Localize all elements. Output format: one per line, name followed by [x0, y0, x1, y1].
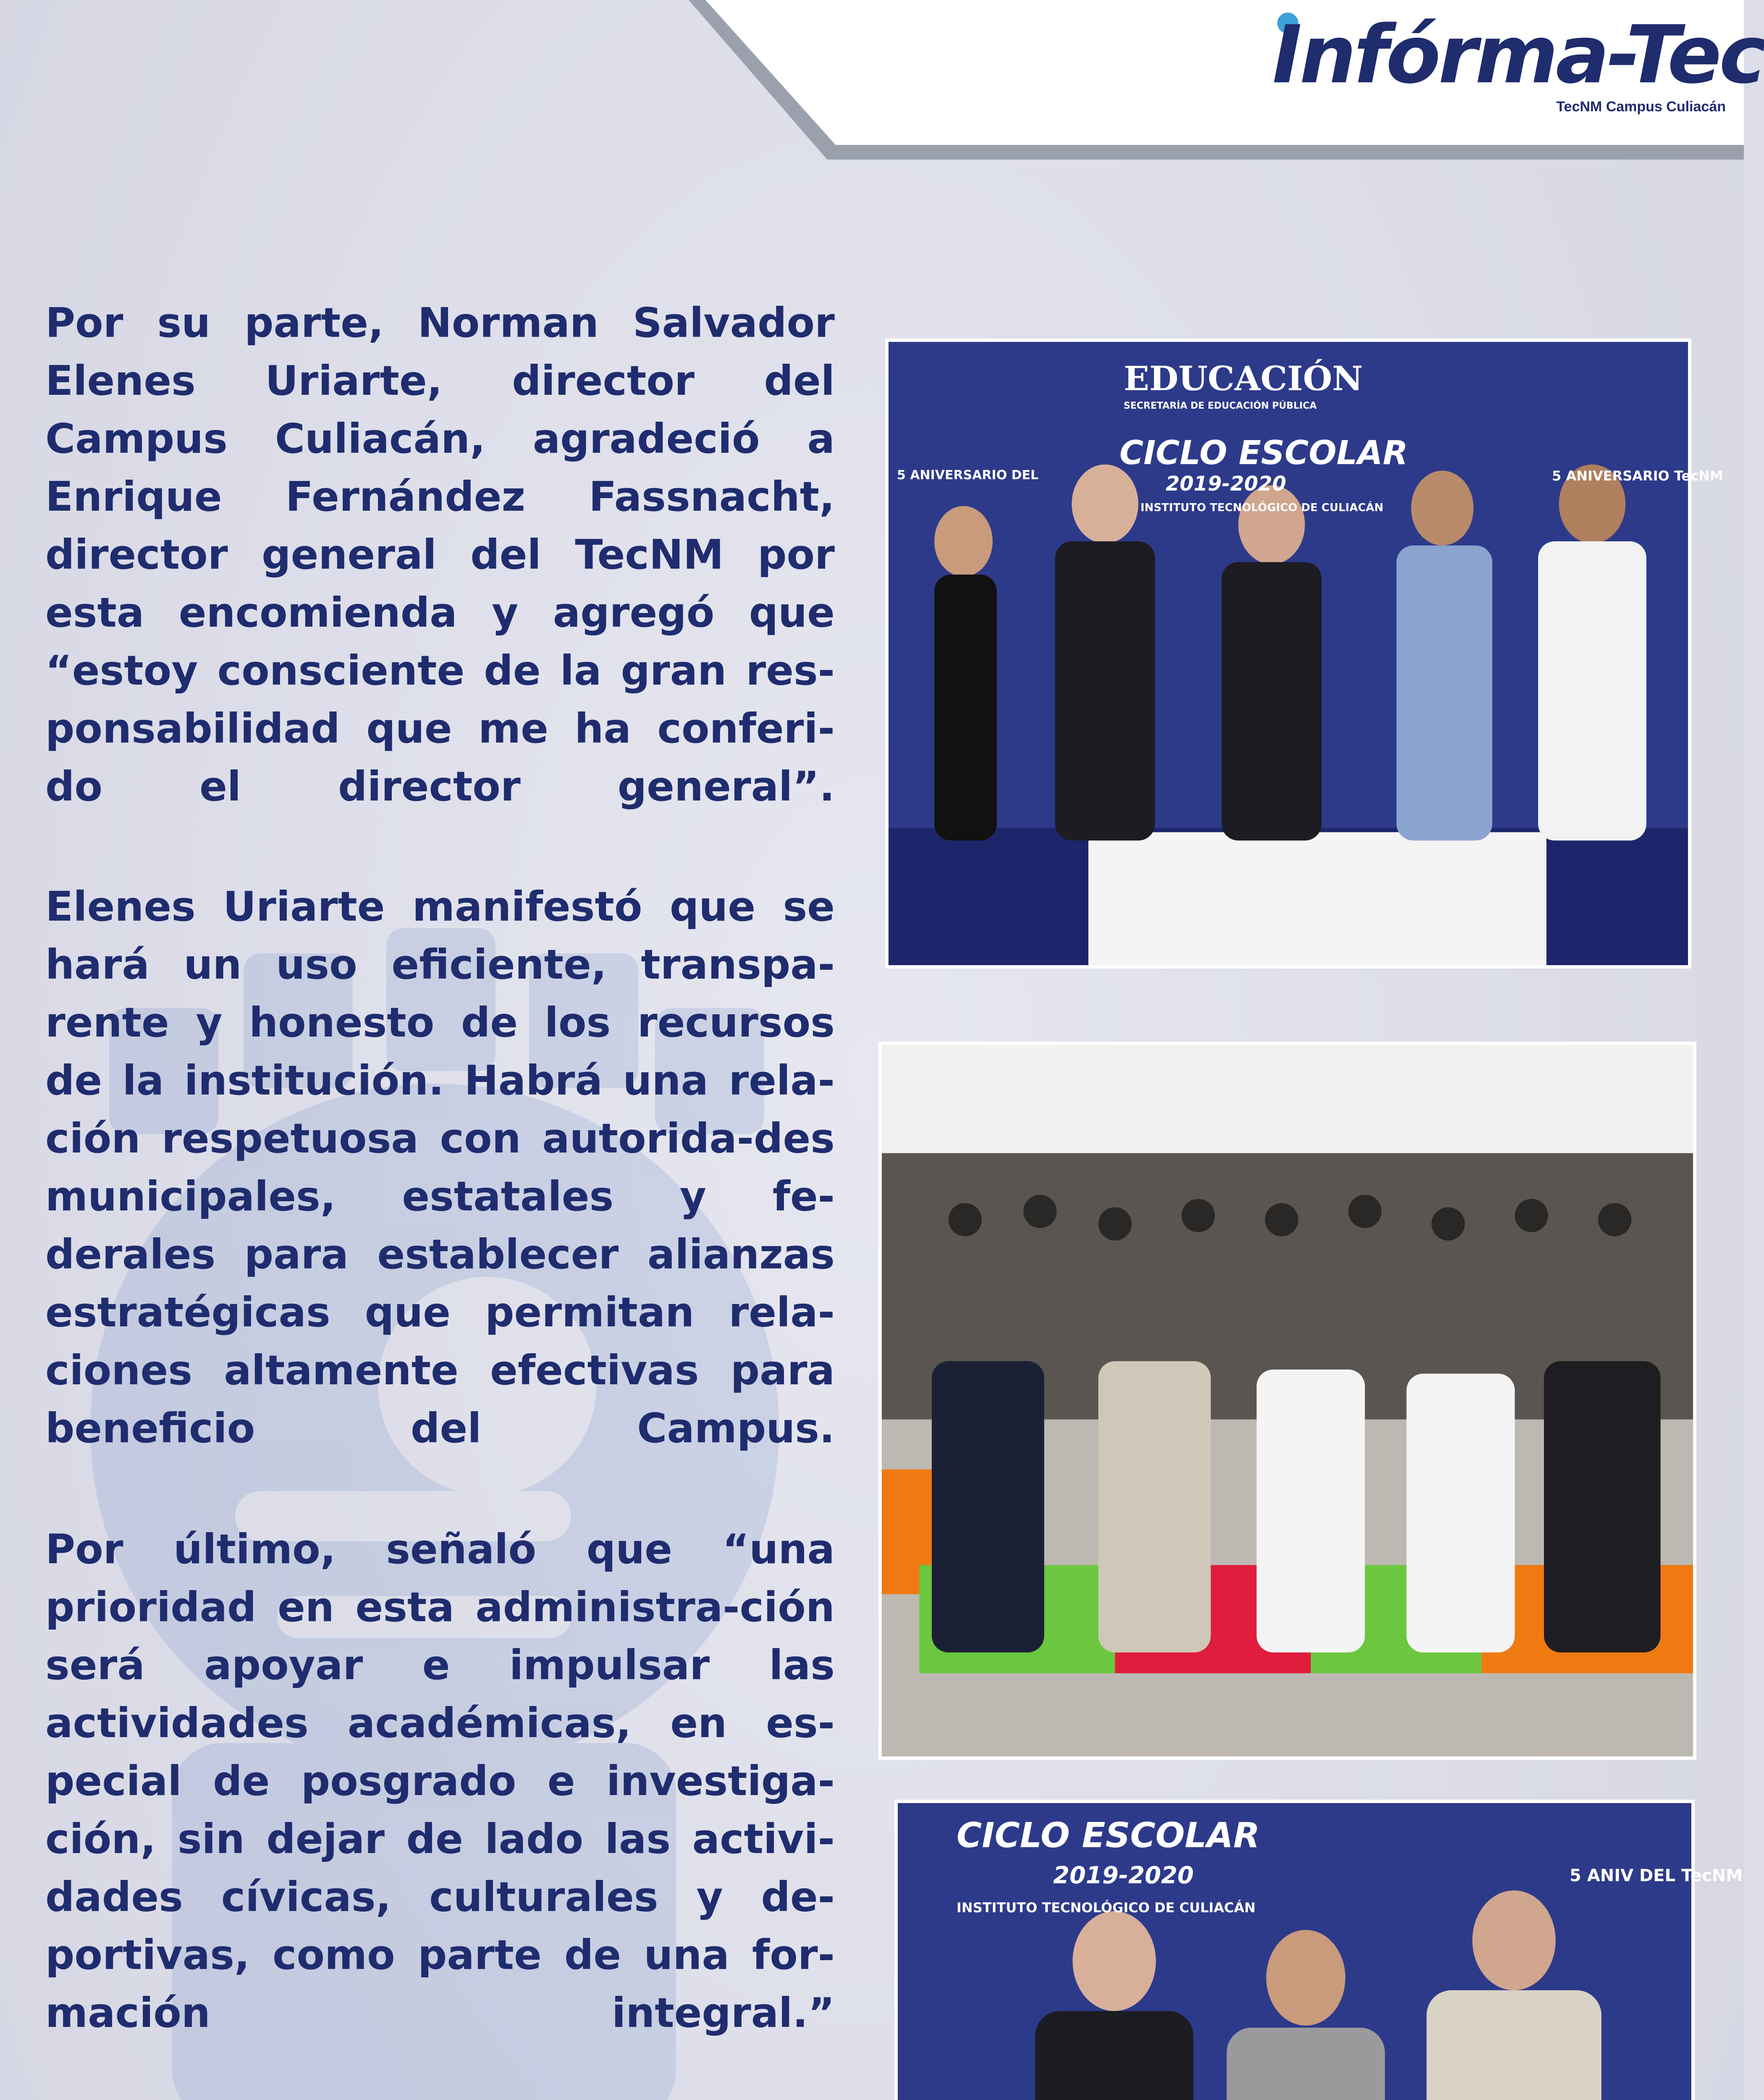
photo-three-people	[894, 1800, 1743, 2100]
photo-group-table	[885, 339, 1723, 969]
article-paragraph-1	[45, 294, 835, 816]
informa-tec-logo	[1256, 8, 1764, 134]
article-paragraph-3	[45, 1520, 835, 2042]
photo-audience-image	[882, 1045, 1693, 1756]
paragraph-text: Elenes Uriarte manifestó que se hará un uso eficiente, transpa-rente y honesto de los recursos de la institución. Habrá una rela-ción respetuosa con autorida-des municipales, estatales y fe-derales para establecer alianzas estratégicas que permitan rela-ciones altamente efectivas para beneficio del Campus.	[45, 883, 835, 1452]
paragraph-text: Por su parte, Norman Salvador Elenes Uriarte, director del Campus Culiacán, agradeció a Enrique Fernández Fassnacht, director general del TecNM por esta encomienda y agregó que “estoy consciente de la gran res-ponsabilidad que me ha conferi-do el director general”.	[45, 299, 835, 810]
paragraph-text: Por último, señaló que “una prioridad en esta administra-ción será apoyar e impulsar las actividades académicas, en es-pecial de posgrado e investiga-ción, sin dejar de lado las activi-dades cívicas, culturales y de-portivas, como parte de una for-mación integral.”	[45, 1525, 835, 2037]
logo-wordmark: Infórma-Tec	[1272, 8, 1764, 101]
photo3-event-title: CICLO ESCOLAR	[957, 1816, 1260, 1856]
article-paragraph-2	[45, 878, 835, 1457]
photo3-anniversary: 5 ANIV DEL TecNM	[1570, 1866, 1743, 1885]
photo-institute-text: INSTITUTO TECNOLÓGICO DE CULIACÁN	[1140, 501, 1384, 514]
photo3-event-years: 2019-2020	[1053, 1862, 1194, 1889]
logo-subtitle: TecNM Campus Culiacán	[1556, 99, 1726, 115]
photo-anniversary-right: 5 ANIVERSARIO TecNM	[1552, 468, 1723, 484]
photo3-institute-text: INSTITUTO TECNOLÓGICO DE CULIACÁN	[957, 1900, 1256, 1916]
photo-banner-title: EDUCACIÓN	[1124, 359, 1363, 398]
photo-anniversary-left: 5 ANIVERSARIO DEL	[897, 468, 1039, 483]
photo-event-years: 2019-2020	[1166, 472, 1287, 496]
photo-banner-subtitle: SECRETARÍA DE EDUCACIÓN PÚBLICA	[1124, 401, 1317, 411]
photo-audience	[878, 1042, 1696, 1760]
photo-event-title: CICLO ESCOLAR	[1119, 434, 1408, 472]
